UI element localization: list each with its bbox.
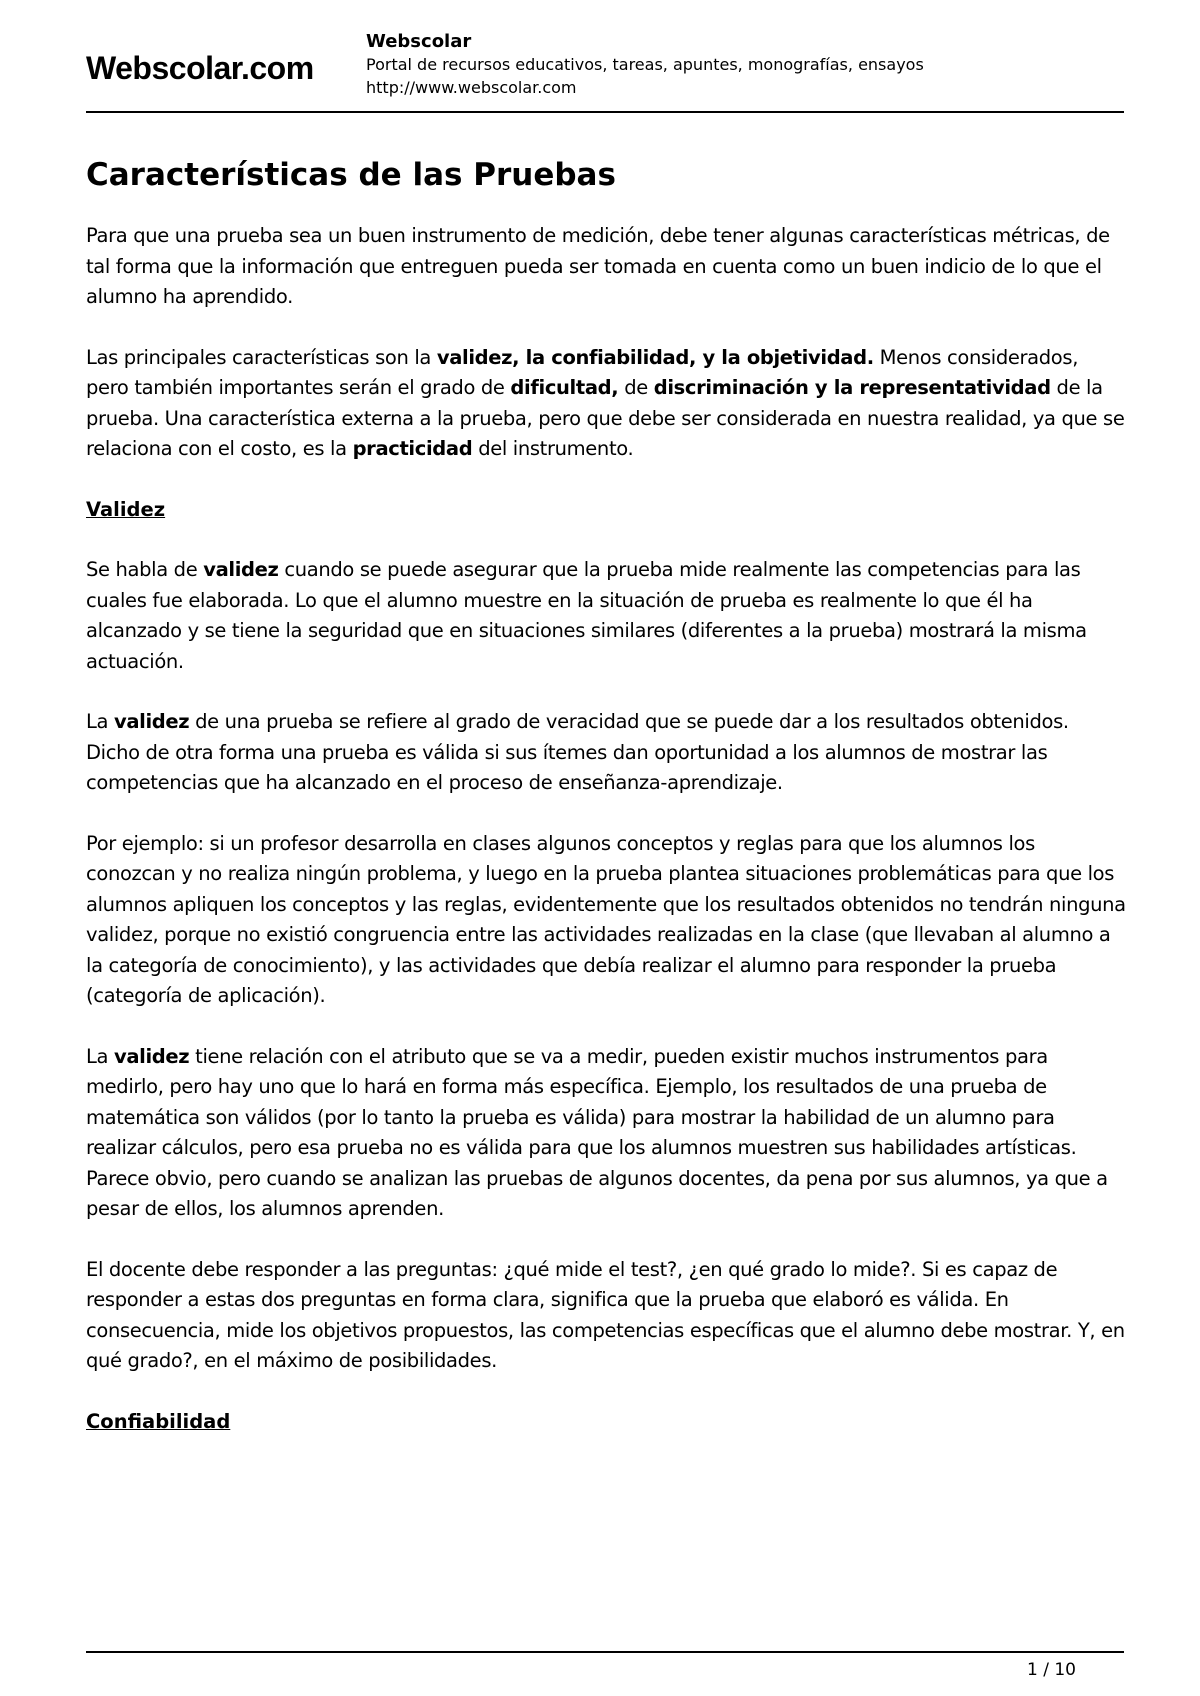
text-run: de la prueba. Una característica externa a la prueba, pero que debe ser considerada en nuestra realidad, ya que se relaciona con el costo, es la	[86, 376, 1125, 460]
site-url: http://www.webscolar.com	[366, 78, 577, 97]
site-logo: Webscolar.com	[86, 50, 314, 86]
bold-run: validez	[113, 710, 190, 733]
text-run: La	[86, 710, 114, 733]
section-heading-confiabilidad: Confiabilidad	[86, 1409, 231, 1433]
header-divider	[86, 111, 1124, 113]
site-info	[366, 30, 924, 99]
page-header	[86, 28, 1124, 112]
text-run: cuando se puede asegurar que la prueba mide realmente las competencias para las cuales fue elaborada. Lo que el alumno muestre en la situación de prueba es realmente lo que él ha alcanzado y se tiene la seguridad que en situaciones similares (diferentes a la prueba) mostrará la misma actuación.	[86, 558, 1087, 673]
bold-run: discriminación y la representatividad	[653, 376, 1051, 399]
bold-run: validez	[113, 1044, 190, 1068]
text-run: de	[618, 376, 654, 399]
validez-definition-paragraph	[86, 555, 1126, 677]
intro-paragraph: Para que una prueba sea un buen instrumento de medición, debe tener algunas características métricas, de tal forma que la información que entreguen pueda ser tomada en cuenta como un buen indicio de lo que el alumno ha aprendido.	[86, 224, 1110, 308]
footer-divider	[86, 1651, 1124, 1653]
characteristics-paragraph	[86, 343, 1126, 465]
validez-attribute-paragraph	[86, 1042, 1126, 1225]
text-run: de una prueba se refiere al grado de veracidad que se puede dar a los resultados obtenidos. Dicho de otra forma una prueba es válida si sus ítemes dan oportunidad a los alumnos de mostrar las competencias que ha alcanzado en el proceso de enseñanza-aprendizaje.	[86, 710, 1069, 794]
page-number: 1 / 10	[1027, 1660, 1076, 1680]
site-title: Webscolar	[366, 31, 472, 52]
text-run: Menos considerados, pero también importantes serán el grado de	[86, 345, 1079, 399]
bold-run: validez, la confiabilidad, y la objetividad.	[436, 345, 874, 369]
bold-run: dificultad,	[510, 376, 619, 399]
text-run: Se habla de	[86, 558, 204, 581]
section-heading-validez: Validez	[86, 497, 166, 521]
text-run: La	[86, 1044, 114, 1068]
text-run: del instrumento.	[472, 437, 634, 460]
site-tagline: Portal de recursos educativos, tareas, apuntes, monografías, ensayos	[366, 55, 924, 74]
text-run: Las principales características son la	[86, 345, 437, 369]
document-body	[86, 155, 1126, 1467]
example-paragraph: Por ejemplo: si un profesor desarrolla en clases algunos conceptos y reglas para que los alumnos los conozcan y no realiza ningún problema, y luego en la prueba plantea situaciones problemáticas para que los alumnos apliquen los conceptos y las reglas, evidentemente que los resultados obtenidos no tendrán ninguna validez, porque no existió congruencia entre las actividades realizadas en la clase (que llevaban al alumno a la categoría de conocimiento), y las actividades que debía realizar el alumno para responder la prueba (categoría de aplicación).	[86, 831, 1126, 1007]
bold-run: validez	[203, 558, 279, 581]
text-run: tiene relación con el atributo que se va a medir, pueden existir muchos instrumentos para medirlo, pero hay uno que lo hará en forma más específica. Ejemplo, los resultados de una prueba de matemática son válidos (por lo tanto la prueba es válida) para mostrar la habilidad de un alumno para realizar cálculos, pero esa prueba no es válida para que los alumnos muestren sus habilidades artísticas. Parece obvio, pero cuando se analizan las pruebas de algunos docentes, da pena por sus alumnos, ya que a pesar de ellos, los alumnos aprenden.	[86, 1044, 1108, 1220]
validez-degree-paragraph	[86, 707, 1126, 799]
teacher-questions-paragraph: El docente debe responder a las preguntas: ¿qué mide el test?, ¿en qué grado lo mide?. Si es capaz de responder a estas dos preguntas en forma clara, significa que la prueba que elaboró es válida. En consecuencia, mide los objetivos propuestos, las competencias específicas que el alumno debe mostrar. Y, en qué grado?, en el máximo de posibilidades.	[86, 1257, 1125, 1372]
document-title: Características de las Pruebas	[86, 157, 616, 193]
bold-run: practicidad	[352, 437, 473, 460]
